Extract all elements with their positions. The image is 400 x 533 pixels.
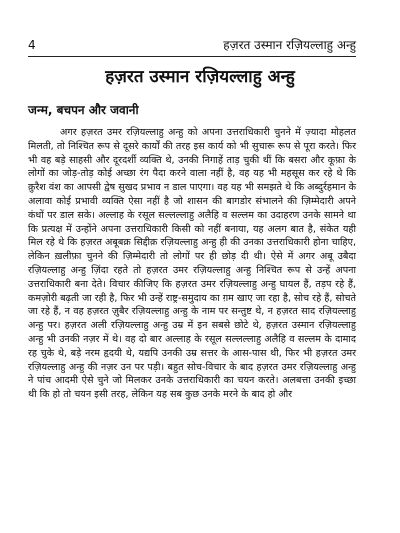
- paragraph: अगर हज़रत उमर रज़ियल्लाहु अन्हु को अपना उत्तराधिकारी चुनने में ज़्यादा मोहलत मिलती, तो निश्चित रूप से दूसरे कार्यों की तरह इस कार्य को भी सुचारू रूप से पूरा करते। फिर भी वह बड़े साहसी और दूरदर्शी व्यक्ति थे, उनकी निगाहें ताड़ चुकी थीं कि बसरा और कूफ़ा के लोगों का जोड़-तोड़ कोई अच्छा रंग पैदा करने वाला नहीं है, वह यह भी महसूस कर रहे थे कि क़ुरैश वंश का आपसी द्वेष सुखद प्रभाव न डाल पाएगा। वह यह भी समझते थे कि अब्दुर्रहमान के अलावा कोई प्रभावी व्यक्ति ऐसा नहीं है जो शासन की बागडोर संभालने की ज़िम्मेदारी अपने कंधों पर डाल सके। अल्लाह के रसूल सल्लल्लाहु अलैहि व सल्लम का उदाहरण उनके सामने था कि प्रत्यक्ष में उन्होंने अपना उत्तराधिकारी किसी को नहीं बनाया, यह अलग बात है, संकेत यही मिल रहे थे कि हज़रत अबूबक्र सिद्दीक़ रज़ियल्लाहु अन्हु ही की उनका उत्तराधिकारी होना चाहिए, लेकिन ख़लीफ़ा चुनने की ज़िम्मेदारी तो लोगों पर ही छोड़ दी थी। ऐसे में अगर अबू उबैदा रज़ियल्लाहु अन्हु ज़िंदा रहते तो हज़रत उमर रज़ियल्लाहु अन्हु निश्चित रूप से उन्हें अपना उत्तराधिकारी बना देते। विचार कीजिए कि हज़रत उमर रज़ियल्लाहु अन्हु घायल हैं, तड़प रहे हैं, कमज़ोरी बढ़ती जा रही है, फिर भी उन्हें राष्ट्र-समुदाय का ग़म खाए जा रहा है, सोच रहे हैं, सोचते जा रहे हैं, न वह हज़रत ज़ुबैर रज़ियल्लाहु अन्हु के नाम पर सन्तुष्ट थे, न हज़रत साद रज़ियल्लाहु अन्हु पर। हज़रत अली रज़ियल्लाहु अन्हु उम्र में इन सबसे छोटे थे, हज़रत उस्मान रज़ियल्लाहु अन्हु भी उनकी नज़र में थे। वह दो बार अल्लाह के रसूल सल्लल्लाहु अलैहि व सल्लम के दामाद रह चुके थे, बड़े नरम हृदयी थे, यद्यपि उनकी उम्र सत्तर के आस-पास थी, फिर भी हज़रत उमर रज़ियल्लाहु अन्हु की नज़र उन पर पड़ी। बहुत सोच-विचार के बाद हज़रत उमर रज़ियल्लाहु अन्हु ने पांच आदमी ऐसे चुने जो मिलकर उनके उत्तराधिकारी का चयन करते। अलबत्ता उनकी इच्छा थी कि हो तो चयन इसी तरह, लेकिन यह सब कुछ उनके मरने के बाद हो और: [28, 127, 356, 401]
- header-rule: [28, 56, 356, 57]
- chapter-title: हज़रत उस्मान रज़ियल्लाहु अन्हु: [105, 67, 295, 87]
- running-title: हज़रत उस्मान रज़ियल्लाहु अन्हु: [223, 38, 356, 52]
- body-text: [28, 126, 356, 402]
- running-header: [28, 38, 356, 52]
- section-heading: जन्म, बचपन और जवानी: [28, 103, 139, 117]
- page-number: 4: [28, 38, 36, 52]
